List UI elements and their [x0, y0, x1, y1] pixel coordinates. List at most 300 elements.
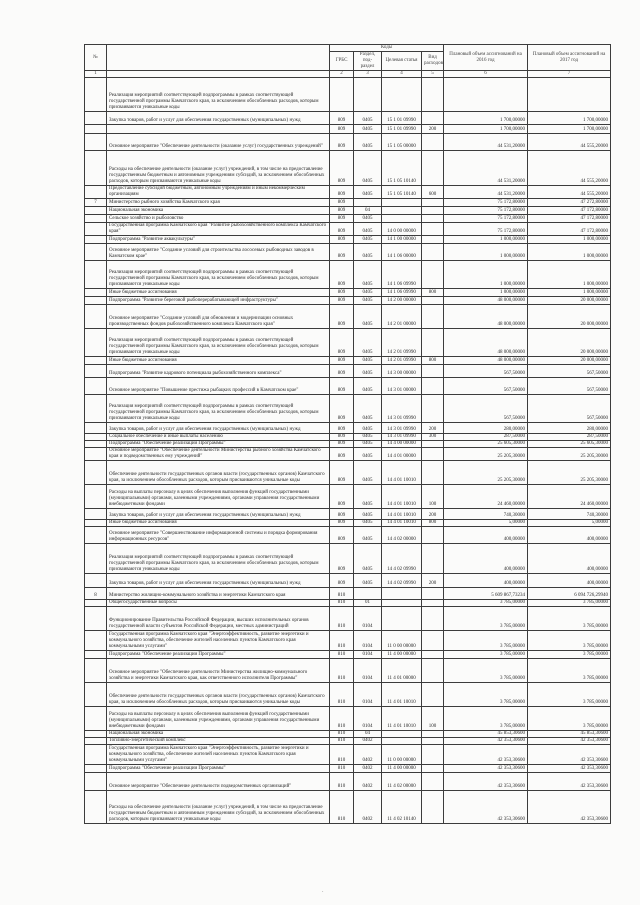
row-amount-2017: 6 094 726,29940 — [528, 588, 611, 600]
row-expense-type — [422, 134, 444, 151]
row-amount-2016: 42 353,30600 — [444, 765, 528, 773]
table-row — [85, 527, 611, 544]
row-expense-type — [422, 223, 444, 236]
row-razdel: 01 — [354, 600, 382, 607]
row-number — [85, 745, 107, 765]
row-expense-type — [422, 78, 444, 112]
row-amount-2017: 47 172,80000 — [528, 223, 611, 236]
row-target-article: 14 4 01 10010 — [382, 485, 422, 509]
row-amount-2016: 1 000,00000 — [444, 289, 528, 297]
row-razdel: 0402 — [354, 765, 382, 773]
row-amount-2017: 44 555,20000 — [528, 134, 611, 151]
row-amount-2017: 20 000,00000 — [528, 329, 611, 357]
row-description: Государственная программа Камчатского края "Развитие рыбохозяйственного комплекса Камчатского края" — [107, 223, 330, 236]
row-number: 8 — [85, 588, 107, 600]
row-razdel: 0405 — [354, 423, 382, 434]
row-razdel — [354, 78, 382, 112]
row-amount-2017: 567,50000 — [528, 395, 611, 423]
row-description: Сельское хозяйство и рыболовство — [107, 215, 330, 223]
row-description: Подпрограмма "Обеспечение реализации Программы" — [107, 441, 330, 448]
row-description: Основное мероприятие "Повышение престижа рыбацких профессий в Камчатском крае" — [107, 378, 330, 395]
table-row — [85, 305, 611, 329]
row-razdel: 0405 — [354, 574, 382, 588]
row-amount-2017: 42 353,30600 — [528, 738, 611, 745]
colnum-4: 4 — [382, 71, 422, 78]
row-amount-2017: 24 460,00000 — [528, 485, 611, 509]
row-amount-2017: 1 700,00000 — [528, 112, 611, 125]
colnum-2: 2 — [330, 71, 354, 78]
row-description: Расходы на обеспечение деятельности (оказание услуг) учреждений, в том числе на предоставление государственным бюджетным и автономным учреждениям субсидий, за исключением обособленных расходов, которым присваиваются уникальные коды — [107, 791, 330, 824]
row-description: Основное мероприятие "Обеспечение деятельности Министерства жилищно-коммунального хозяйства и энергетики Камчатского края, как ответственного исполнителя Программы" — [107, 659, 330, 683]
row-target-article: 14 4 01 10010 — [382, 509, 422, 520]
table-row — [85, 261, 611, 289]
row-number — [85, 305, 107, 329]
header-razdel: Раздел, под-раздел — [354, 52, 382, 71]
row-description: Расходы на обеспечение деятельности (оказание услуг) учреждений, в том числе на предоставление государственным бюджетным и автономным учреждениям субсидий, за исключением обособленных расходов, которым присваиваются уникальные коды — [107, 151, 330, 186]
table-row — [85, 600, 611, 607]
row-expense-type — [422, 207, 444, 215]
row-description: Подпрограмма "Обеспечение реализации Программы" — [107, 651, 330, 659]
table-body — [85, 78, 611, 824]
table-row — [85, 544, 611, 574]
row-amount-2016: 45 853,30600 — [444, 731, 528, 738]
row-razdel: 0405 — [354, 151, 382, 186]
table-row — [85, 738, 611, 745]
table-header — [85, 45, 611, 78]
row-number — [85, 509, 107, 520]
row-razdel: 0405 — [354, 297, 382, 305]
row-expense-type: 800 — [422, 357, 444, 365]
row-target-article: 11 0 00 00000 — [382, 745, 422, 765]
row-target-article: 15 1 01 09990 — [382, 112, 422, 125]
header-vr: Вид расходов — [422, 52, 444, 71]
row-amount-2016: 42 353,30600 — [444, 738, 528, 745]
row-amount-2016: 287,50000 — [444, 434, 528, 441]
row-expense-type — [422, 261, 444, 289]
row-amount-2016 — [444, 78, 528, 112]
row-target-article: 11 4 00 00000 — [382, 651, 422, 659]
row-amount-2016: 48 000,00000 — [444, 297, 528, 305]
row-razdel: 0405 — [354, 520, 382, 527]
row-target-article: 15 1 01 09990 — [382, 125, 422, 134]
row-number — [85, 329, 107, 357]
row-razdel: 0405 — [354, 485, 382, 509]
row-number — [85, 357, 107, 365]
table-row — [85, 125, 611, 134]
table-row — [85, 461, 611, 485]
table-row — [85, 365, 611, 378]
row-number — [85, 207, 107, 215]
row-expense-type: 800 — [422, 520, 444, 527]
table-row — [85, 357, 611, 365]
row-description: Иные бюджетные ассигнования — [107, 357, 330, 365]
row-amount-2017: 400,00000 — [528, 544, 611, 574]
row-amount-2017: 567,50000 — [528, 378, 611, 395]
row-number — [85, 520, 107, 527]
row-amount-2017: 47 272,80000 — [528, 199, 611, 207]
row-grbs: 809 — [330, 112, 354, 125]
row-number — [85, 731, 107, 738]
header-plan-2017: Плановый объем ассигнований на 2017 год — [528, 45, 611, 71]
row-number — [85, 441, 107, 448]
row-grbs: 809 — [330, 297, 354, 305]
row-grbs — [330, 78, 354, 112]
row-grbs: 809 — [330, 186, 354, 199]
row-expense-type — [422, 244, 444, 261]
row-amount-2016: 3 785,00000 — [444, 659, 528, 683]
row-amount-2016: 48 000,00000 — [444, 329, 528, 357]
row-description: Основное мероприятие "Обеспечение деятельности подведомственных организаций" — [107, 773, 330, 791]
row-target-article: 14 4 02 09990 — [382, 574, 422, 588]
row-amount-2016: 3 785,00000 — [444, 707, 528, 731]
row-amount-2017: 3 785,00000 — [528, 683, 611, 707]
row-number — [85, 78, 107, 112]
row-target-article: 14 4 01 10010 — [382, 461, 422, 485]
row-grbs: 810 — [330, 773, 354, 791]
row-expense-type: 300 — [422, 434, 444, 441]
table-row — [85, 378, 611, 395]
row-expense-type — [422, 199, 444, 207]
row-grbs: 809 — [330, 365, 354, 378]
row-amount-2016: 3 785,00000 — [444, 631, 528, 651]
table-row — [85, 485, 611, 509]
table-row — [85, 134, 611, 151]
row-number — [85, 125, 107, 134]
row-razdel: 0405 — [354, 236, 382, 244]
row-target-article — [382, 207, 422, 215]
row-grbs: 810 — [330, 683, 354, 707]
colnum-empty — [107, 71, 330, 78]
row-amount-2016: 44 531,20000 — [444, 134, 528, 151]
row-number — [85, 134, 107, 151]
header-csr: Целевая статья — [382, 52, 422, 71]
row-razdel: 0405 — [354, 134, 382, 151]
row-amount-2016: 25 605,30000 — [444, 441, 528, 448]
row-amount-2017: 20 000,00000 — [528, 357, 611, 365]
table-row — [85, 395, 611, 423]
row-number — [85, 244, 107, 261]
row-description: Основное мероприятие "Обеспечение деятельности Министерства рыбного хозяйства Камчатского края и подведомственных ему учреждений" — [107, 448, 330, 461]
table-row — [85, 588, 611, 600]
row-grbs: 809 — [330, 544, 354, 574]
row-number — [85, 631, 107, 651]
row-amount-2017: 45 853,30600 — [528, 731, 611, 738]
row-expense-type — [422, 329, 444, 357]
row-amount-2016: 400,00000 — [444, 574, 528, 588]
row-amount-2016: 3 785,00000 — [444, 600, 528, 607]
table-row — [85, 574, 611, 588]
colnum-5: 5 — [422, 71, 444, 78]
table-row — [85, 731, 611, 738]
table-row — [85, 607, 611, 631]
row-razdel: 0402 — [354, 745, 382, 765]
row-amount-2017: 25 205,30000 — [528, 448, 611, 461]
row-razdel: 0402 — [354, 773, 382, 791]
row-description: Государственная программа Камчатского края "Энергоэффективность, развитие энергетики и коммунального хозяйства, обеспечение жителей населенных пунктов Камчатского края коммунальными услугами" — [107, 745, 330, 765]
row-amount-2016: 1 700,00000 — [444, 125, 528, 134]
row-expense-type — [422, 631, 444, 651]
row-grbs: 809 — [330, 434, 354, 441]
row-target-article: 14 3 01 00000 — [382, 378, 422, 395]
row-number — [85, 261, 107, 289]
table-row — [85, 441, 611, 448]
row-number — [85, 215, 107, 223]
row-grbs: 809 — [330, 199, 354, 207]
row-description: Подпрограмма "Развитие кадрового потенциала рыбохозяйственного комплекса" — [107, 365, 330, 378]
row-grbs: 809 — [330, 509, 354, 520]
row-amount-2016: 5,00000 — [444, 520, 528, 527]
row-grbs: 810 — [330, 707, 354, 731]
row-amount-2016: 48 000,00000 — [444, 305, 528, 329]
row-description: Закупка товаров, работ и услуг для обеспечения государственных (муниципальных) нужд — [107, 423, 330, 434]
row-razdel: 0405 — [354, 125, 382, 134]
row-expense-type — [422, 544, 444, 574]
row-grbs: 810 — [330, 651, 354, 659]
table-row — [85, 631, 611, 651]
row-amount-2016: 75 172,80000 — [444, 223, 528, 236]
row-amount-2017: 47 172,80000 — [528, 207, 611, 215]
table-row — [85, 509, 611, 520]
row-target-article — [382, 588, 422, 600]
row-grbs: 809 — [330, 574, 354, 588]
row-target-article: 14 3 00 00000 — [382, 365, 422, 378]
row-expense-type — [422, 651, 444, 659]
row-target-article: 14 2 00 00000 — [382, 297, 422, 305]
row-target-article: 14 2 01 09990 — [382, 329, 422, 357]
row-razdel: 0405 — [354, 305, 382, 329]
row-description: Расходы на выплаты персоналу в целях обеспечения выполнения функций государственными (муниципальными) органами, казенными учреждениями, органами управления государственными внебюджетными фондами — [107, 485, 330, 509]
table-row — [85, 329, 611, 357]
row-razdel: 0405 — [354, 527, 382, 544]
row-razdel: 0405 — [354, 378, 382, 395]
row-description: Основное мероприятие "Совершенствование информационной системы и порядка формирования информационных ресурсов" — [107, 527, 330, 544]
row-amount-2016: 400,00000 — [444, 544, 528, 574]
row-grbs: 809 — [330, 305, 354, 329]
row-number — [85, 461, 107, 485]
row-razdel: 0104 — [354, 683, 382, 707]
row-number — [85, 223, 107, 236]
row-description: Общегосударственные вопросы — [107, 600, 330, 607]
row-description: Национальная экономика — [107, 731, 330, 738]
row-expense-type: 200 — [422, 423, 444, 434]
row-amount-2017: 280,00000 — [528, 423, 611, 434]
table-row — [85, 151, 611, 186]
row-razdel: 0405 — [354, 357, 382, 365]
row-amount-2017: 3 785,00000 — [528, 600, 611, 607]
row-description: Иные бюджетные ассигнования — [107, 520, 330, 527]
row-amount-2016: 75 172,80000 — [444, 215, 528, 223]
row-razdel: 0405 — [354, 215, 382, 223]
row-number — [85, 574, 107, 588]
row-grbs: 809 — [330, 151, 354, 186]
row-expense-type — [422, 607, 444, 631]
row-target-article: 14 4 01 10010 — [382, 520, 422, 527]
row-number — [85, 378, 107, 395]
row-description: Закупка товаров, работ и услуг для обеспечения государственных (муниципальных) нужд — [107, 112, 330, 125]
row-razdel: 0405 — [354, 509, 382, 520]
row-amount-2017: 3 785,00000 — [528, 607, 611, 631]
row-razdel: 0405 — [354, 244, 382, 261]
row-number — [85, 289, 107, 297]
row-razdel — [354, 588, 382, 600]
colnum-7: 7 — [528, 71, 611, 78]
row-amount-2016: 3 785,00000 — [444, 651, 528, 659]
row-amount-2017: 287,50000 — [528, 434, 611, 441]
row-razdel: 0104 — [354, 659, 382, 683]
row-amount-2017: 1 000,00000 — [528, 236, 611, 244]
row-razdel: 0405 — [354, 223, 382, 236]
row-target-article — [382, 607, 422, 631]
row-razdel: 04 — [354, 207, 382, 215]
row-grbs: 809 — [330, 461, 354, 485]
row-description: Иные бюджетные ассигнования — [107, 289, 330, 297]
table-row — [85, 289, 611, 297]
row-description: Расходы на выплаты персоналу в целях обеспечения выполнения функций государственными (муниципальными) органами, казенными учреждениями, органами управления государственными внебюджетными фондами — [107, 707, 330, 731]
row-amount-2017: 44 555,20000 — [528, 186, 611, 199]
row-description: Министерство жилищно-коммунального хозяйства и энергетики Камчатского края — [107, 588, 330, 600]
row-grbs: 810 — [330, 765, 354, 773]
row-razdel: 0405 — [354, 434, 382, 441]
row-target-article: 14 4 02 00000 — [382, 527, 422, 544]
row-grbs: 809 — [330, 441, 354, 448]
row-amount-2017: 44 555,20000 — [528, 151, 611, 186]
row-number — [85, 423, 107, 434]
row-target-article: 14 4 01 00000 — [382, 448, 422, 461]
row-amount-2017 — [528, 78, 611, 112]
row-expense-type — [422, 773, 444, 791]
row-grbs: 809 — [330, 215, 354, 223]
row-expense-type: 200 — [422, 125, 444, 134]
table-row — [85, 683, 611, 707]
row-amount-2016: 3 785,00000 — [444, 607, 528, 631]
row-amount-2017: 567,50000 — [528, 365, 611, 378]
row-razdel: 0405 — [354, 186, 382, 199]
row-amount-2016: 42 353,30600 — [444, 745, 528, 765]
row-amount-2016: 25 205,30000 — [444, 461, 528, 485]
row-amount-2017: 5,00000 — [528, 520, 611, 527]
table-row — [85, 434, 611, 441]
row-expense-type — [422, 791, 444, 824]
row-number — [85, 773, 107, 791]
row-target-article: 14 2 01 00000 — [382, 305, 422, 329]
row-description: Основное мероприятие "Обеспечение деятельности (оказание услуг) государственных учреждений" — [107, 134, 330, 151]
row-amount-2017: 25 605,30000 — [528, 441, 611, 448]
row-amount-2016: 1 000,00000 — [444, 236, 528, 244]
row-grbs: 809 — [330, 207, 354, 215]
row-razdel: 0104 — [354, 707, 382, 731]
row-target-article: 11 0 00 00000 — [382, 631, 422, 651]
row-target-article: 15 1 05 10140 — [382, 151, 422, 186]
row-target-article: 14 0 00 00000 — [382, 223, 422, 236]
header-plan-2016: Плановый объем ассигнований на 2016 год — [444, 45, 528, 71]
row-amount-2016: 400,00000 — [444, 527, 528, 544]
row-grbs: 809 — [330, 378, 354, 395]
row-amount-2016: 280,00000 — [444, 423, 528, 434]
row-description: Реализация мероприятий соответствующей подпрограммы в рамках соответствующей государственной программы Камчатского края, за исключением обособленных расходов, которым присваиваются уникальные коды — [107, 395, 330, 423]
row-target-article: 11 4 01 10010 — [382, 707, 422, 731]
row-number — [85, 683, 107, 707]
table-row — [85, 791, 611, 824]
row-description: Подпрограмма "Развитие аквакультуры" — [107, 236, 330, 244]
row-amount-2016: 567,50000 — [444, 378, 528, 395]
row-description: Подпрограмма "Развитие береговой рыбоперерабатывающей инфраструктуры" — [107, 297, 330, 305]
table-row — [85, 448, 611, 461]
row-number — [85, 365, 107, 378]
row-amount-2017: 400,00000 — [528, 574, 611, 588]
row-expense-type — [422, 600, 444, 607]
row-amount-2016: 1 000,00000 — [444, 244, 528, 261]
row-expense-type — [422, 448, 444, 461]
row-target-article: 14 3 01 09990 — [382, 434, 422, 441]
row-grbs: 809 — [330, 236, 354, 244]
table-row — [85, 207, 611, 215]
row-description: Предоставление субсидий бюджетным, автономным учреждениям и иным некоммерческим организациям — [107, 186, 330, 199]
row-expense-type — [422, 731, 444, 738]
table-row — [85, 78, 611, 112]
row-expense-type — [422, 441, 444, 448]
row-grbs: 810 — [330, 738, 354, 745]
row-amount-2016: 42 353,30600 — [444, 791, 528, 824]
row-expense-type — [422, 395, 444, 423]
row-grbs: 809 — [330, 223, 354, 236]
row-number — [85, 707, 107, 731]
row-expense-type: 200 — [422, 574, 444, 588]
colnum-1: 1 — [85, 71, 107, 78]
row-grbs: 810 — [330, 600, 354, 607]
row-amount-2016: 1 700,00000 — [444, 112, 528, 125]
row-grbs: 809 — [330, 485, 354, 509]
row-target-article: 14 1 06 00000 — [382, 244, 422, 261]
row-description: Реализация мероприятий соответствующей подпрограммы в рамках соответствующей государственной программы Камчатского края, за исключением обособленных расходов, которым присваиваются уникальные коды — [107, 329, 330, 357]
row-amount-2016: 740,30000 — [444, 509, 528, 520]
row-description: Закупка товаров, работ и услуг для обеспечения государственных (муниципальных) нужд — [107, 509, 330, 520]
row-grbs: 809 — [330, 527, 354, 544]
row-expense-type — [422, 365, 444, 378]
row-amount-2017: 42 353,30600 — [528, 765, 611, 773]
row-razdel: 0402 — [354, 791, 382, 824]
row-razdel — [354, 199, 382, 207]
row-target-article: 14 1 06 09990 — [382, 261, 422, 289]
row-target-article — [382, 78, 422, 112]
row-amount-2017: 42 353,30600 — [528, 773, 611, 791]
row-razdel: 0405 — [354, 365, 382, 378]
row-razdel: 0104 — [354, 631, 382, 651]
row-description: Основное мероприятие "Создание условий для обновления и модернизации основных производственных фондов рыбохозяйственного комплекса Камчатского края" — [107, 305, 330, 329]
row-number — [85, 765, 107, 773]
row-amount-2017: 1 700,00000 — [528, 125, 611, 134]
row-grbs: 809 — [330, 520, 354, 527]
row-expense-type — [422, 378, 444, 395]
row-number — [85, 186, 107, 199]
row-description: Министерство рыбного хозяйства Камчатского края — [107, 199, 330, 207]
row-amount-2016: 1 000,00000 — [444, 261, 528, 289]
row-target-article: 11 4 02 10140 — [382, 791, 422, 824]
row-target-article: 14 2 01 09990 — [382, 357, 422, 365]
row-expense-type — [422, 215, 444, 223]
row-number — [85, 607, 107, 631]
table-row — [85, 199, 611, 207]
row-target-article — [382, 731, 422, 738]
row-description: Национальная экономика — [107, 207, 330, 215]
row-grbs: 810 — [330, 791, 354, 824]
table-row — [85, 707, 611, 731]
row-number — [85, 297, 107, 305]
row-target-article: 11 4 00 00000 — [382, 765, 422, 773]
row-amount-2017: 400,00000 — [528, 527, 611, 544]
row-grbs: 809 — [330, 329, 354, 357]
row-description: Функционирование Правительства Российской Федерации, высших исполнительных органов государственной власти субъектов Российской Федерации, местных администраций — [107, 607, 330, 631]
row-target-article — [382, 215, 422, 223]
